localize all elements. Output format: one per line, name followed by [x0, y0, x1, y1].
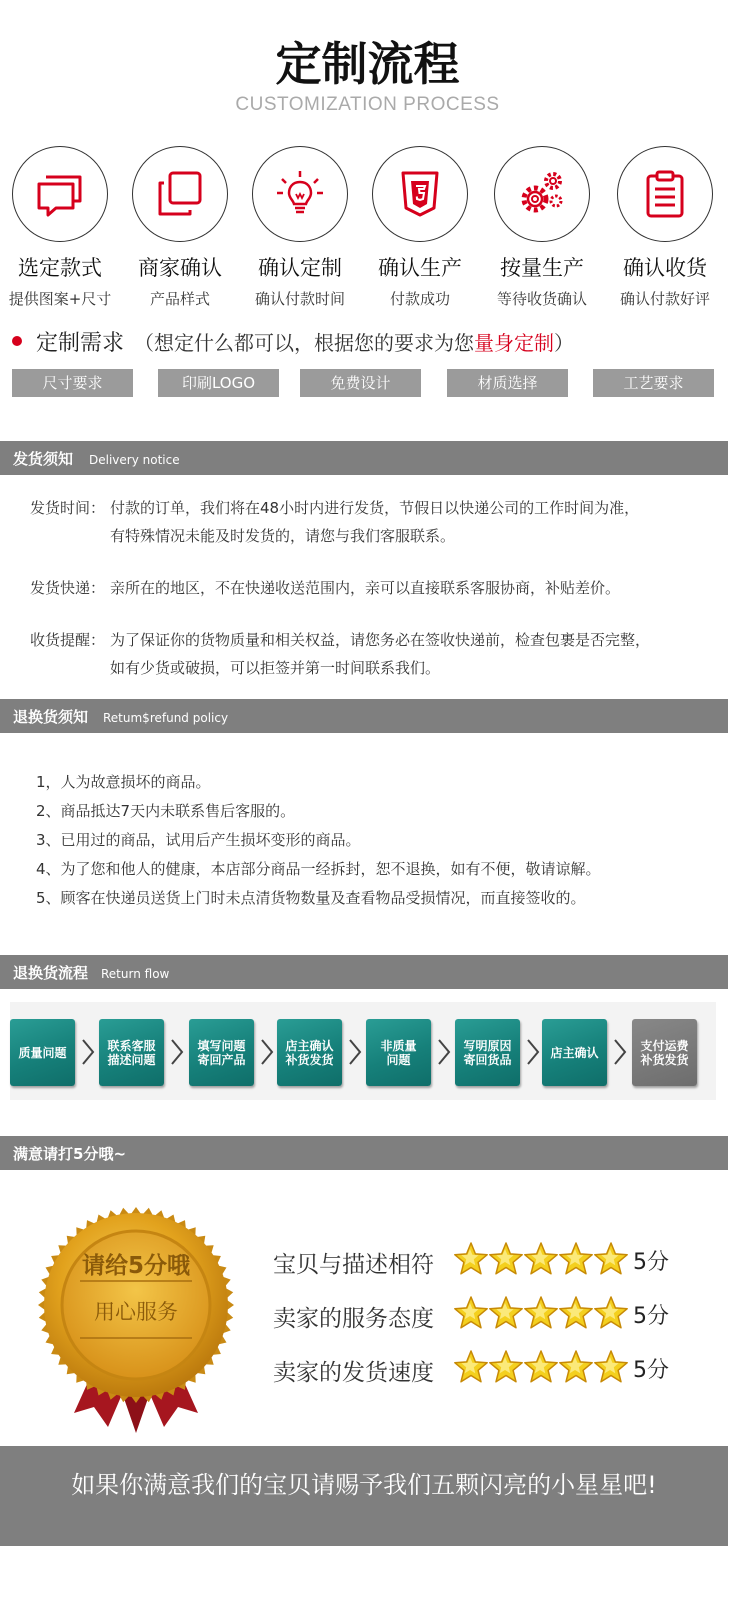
customization-steps [0, 146, 735, 306]
flow-step-box [99, 1019, 164, 1086]
tag-craft: 工艺要求 [593, 369, 714, 397]
star-icon [593, 1241, 629, 1277]
section-subtitle: Retum$refund policy [103, 711, 229, 725]
star-icon [558, 1349, 594, 1385]
section-title: 退换货须知 [13, 708, 89, 726]
rating-score: 5分 [633, 1250, 669, 1275]
requirements-note [134, 331, 574, 355]
flow-step-box [277, 1019, 342, 1086]
list-item: 4、为了您和他人的健康，本店部分商品一经拆封，恕不退换，如有不便，敬请谅解。 [36, 860, 601, 878]
requirement-tags [12, 369, 714, 397]
flow-step-box [189, 1019, 254, 1086]
delivery-line: 付款的订单，我们将在48小时内进行发货，节假日以快递公司的工作时间为准， [110, 499, 640, 517]
chevron-right-icon [259, 1038, 275, 1066]
page-title: 定制流程 [275, 37, 460, 91]
section-title: 满意请打5分哦~ [13, 1145, 127, 1163]
flow-step-box [10, 1019, 75, 1086]
flow-step-box [542, 1019, 607, 1086]
chevron-right-icon [80, 1038, 96, 1066]
step-title: 确认收货 [623, 256, 707, 280]
step-circle [12, 146, 108, 242]
step-confirm-production [360, 146, 480, 309]
section-title: 退换货流程 [13, 964, 89, 982]
section-title: 发货须知 [13, 450, 74, 468]
star-icon [593, 1349, 629, 1385]
page-subtitle: CUSTOMIZATION PROCESS [235, 94, 500, 115]
flow-step-box [455, 1019, 520, 1086]
step-title: 商家确认 [138, 256, 222, 280]
delivery-notice-header [0, 441, 728, 475]
delivery-line: 亲所在的地区，不在快递收送范围内，亲可以直接联系客服协商，补贴差价。 [110, 579, 621, 597]
rating-score: 5分 [633, 1304, 669, 1329]
note-close: ） [554, 331, 575, 355]
shield-badge-icon [394, 168, 446, 220]
flow-step-label: 店主确认 [550, 1045, 599, 1060]
tag-design: 免费设计 [300, 369, 421, 397]
delivery-item [30, 494, 720, 550]
requirements-heading: 定制需求 [36, 331, 125, 356]
flow-step-label: 非质量 问题 [380, 1038, 417, 1067]
step-subtitle: 等待收货确认 [496, 290, 587, 308]
flow-step-box [366, 1019, 431, 1086]
refund-policy-list [36, 768, 601, 913]
chevron-right-icon [436, 1038, 452, 1066]
refund-policy-header [0, 699, 728, 733]
list-item: 3、已用过的商品，试用后产生损坏变形的商品。 [36, 831, 361, 849]
step-merchant-confirm [120, 146, 240, 309]
step-choose-style [0, 146, 120, 309]
note-highlight: 量身定制 [474, 331, 555, 355]
star-icon [523, 1349, 559, 1385]
star-icon [523, 1295, 559, 1331]
star-icon [488, 1349, 524, 1385]
step-subtitle: 产品样式 [149, 290, 210, 308]
rating-label: 宝贝与描述相符 [273, 1252, 434, 1278]
chevron-right-icon [525, 1038, 541, 1066]
return-flow-header [0, 955, 728, 989]
step-circle [372, 146, 468, 242]
tag-logo: 印刷LOGO [158, 369, 279, 397]
flow-step-label: 质量问题 [18, 1045, 67, 1060]
custom-requirements [12, 326, 574, 357]
rating-row [273, 1346, 713, 1400]
step-circle [494, 146, 590, 242]
chevron-right-icon [169, 1038, 185, 1066]
flow-step-box [632, 1019, 697, 1086]
star-icon [453, 1295, 489, 1331]
medal-top-text: 请给5分哦 [81, 1253, 191, 1279]
flow-step-label: 写明原因 寄回货品 [463, 1038, 512, 1067]
list-item: 2、商品抵达7天内未联系售后客服的。 [36, 802, 296, 820]
rating-rows [273, 1238, 713, 1400]
flow-step-label: 店主确认 补货发货 [285, 1038, 334, 1067]
step-subtitle: 提供图案+尺寸 [8, 290, 112, 308]
chevron-right-icon [347, 1038, 363, 1066]
delivery-label: 收货提醒： [30, 631, 106, 649]
clipboard-icon [639, 168, 691, 220]
footer-banner: 如果你满意我们的宝贝请赐予我们五颗闪亮的小星星吧! [0, 1446, 728, 1546]
rating-row [273, 1292, 713, 1346]
delivery-notice-body [30, 494, 720, 706]
delivery-label: 发货时间： [30, 499, 106, 517]
step-circle [252, 146, 348, 242]
rating-score: 5分 [633, 1358, 669, 1383]
delivery-item [30, 626, 720, 682]
gears-icon [516, 168, 568, 220]
delivery-item [30, 574, 720, 602]
chevron-right-icon [612, 1038, 628, 1066]
rating-header [0, 1136, 728, 1170]
delivery-line: 如有少货或破损，可以拒签并第一时间联系我们。 [110, 659, 441, 677]
list-item: 5、顾客在快递员送货上门时未点清货物数量及查看物品受损情况，而直接签收的。 [36, 889, 586, 907]
tag-material: 材质选择 [447, 369, 568, 397]
star-icon [523, 1241, 559, 1277]
red-dot-icon [12, 336, 22, 346]
delivery-label: 发货快递： [30, 579, 106, 597]
star-icon [488, 1295, 524, 1331]
star-icon [558, 1295, 594, 1331]
step-subtitle: 确认付款时间 [254, 290, 345, 308]
step-mass-production [482, 146, 602, 309]
delivery-line: 有特殊情况未能及时发货的，请您与我们客服联系。 [110, 527, 456, 545]
step-title: 确认定制 [258, 256, 342, 280]
step-title: 确认生产 [378, 256, 462, 280]
star-icon [558, 1241, 594, 1277]
flow-step-label: 填写问题 寄回产品 [197, 1038, 246, 1067]
star-icon [453, 1241, 489, 1277]
section-subtitle: Return flow [101, 967, 170, 981]
medal-bottom-text: 用心服务 [94, 1300, 178, 1324]
delivery-line: 为了保证你的货物质量和相关权益，请您务必在签收快递前，检查包裹是否完整， [110, 631, 651, 649]
rating-row [273, 1238, 713, 1292]
star-icon [488, 1241, 524, 1277]
step-subtitle: 确认付款好评 [619, 290, 710, 308]
star-icon [453, 1349, 489, 1385]
flow-step-label: 支付运费 补货发货 [640, 1038, 689, 1067]
step-circle [132, 146, 228, 242]
star-icon [593, 1295, 629, 1331]
step-confirm-receipt [605, 146, 725, 309]
step-confirm-custom [240, 146, 360, 309]
medal-badge-icon [34, 1205, 238, 1433]
chat-bubbles-icon [34, 168, 86, 220]
note-text: （想定什么都可以，根据您的要求为您 [134, 331, 475, 355]
step-title: 选定款式 [18, 256, 102, 280]
step-circle [617, 146, 713, 242]
lightbulb-icon [274, 168, 326, 220]
section-subtitle: Delivery notice [89, 453, 180, 467]
step-title: 按量生产 [500, 256, 584, 280]
rating-label: 卖家的发货速度 [273, 1360, 434, 1386]
list-item: 1，人为故意损坏的商品。 [36, 773, 211, 791]
tag-size: 尺寸要求 [12, 369, 133, 397]
copy-pages-icon [154, 168, 206, 220]
flow-step-label: 联系客服 描述问题 [107, 1038, 156, 1067]
rating-label: 卖家的服务态度 [273, 1306, 434, 1332]
step-subtitle: 付款成功 [389, 290, 450, 308]
